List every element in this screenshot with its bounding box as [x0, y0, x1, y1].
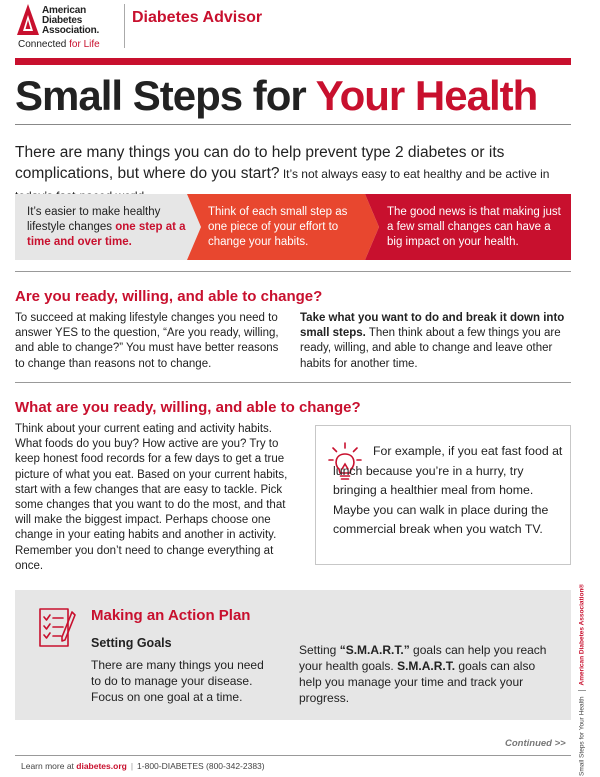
page-title: [15, 72, 537, 120]
section1-right-plain: Then think about a few things you are ready, willing, and able to change and leave other habits for another time.: [300, 327, 561, 370]
sidebar-title: Small Steps for Your Health: [578, 696, 586, 776]
logo-line-3: Association.: [42, 25, 100, 36]
tip-box: [315, 425, 571, 565]
footer-phone: 1-800-DIABETES (800-342-2383): [137, 761, 265, 771]
checklist-icon: [39, 606, 77, 648]
action-plan-title: Making an Action Plan: [91, 607, 251, 624]
ada-logo[interactable]: [16, 3, 132, 51]
smart-text-d: S.M.A.R.T.: [397, 659, 456, 673]
arrow-text-1-plain: It’s easier to make healthy lifestyle changes: [27, 206, 161, 233]
continued-label: Continued >>: [505, 738, 566, 749]
footer-learn: Learn more at: [21, 761, 77, 771]
footer: [21, 761, 265, 771]
logo-tagline-a: Connected: [18, 39, 70, 50]
brand-title: Diabetes Advisor: [132, 9, 263, 26]
smart-text-b: “S.M.A.R.T.”: [339, 643, 410, 657]
section-divider-2: [15, 382, 571, 383]
section2-heading: What are you ready, willing, and able to change?: [15, 399, 361, 416]
page-title-part2: Your Health: [315, 72, 538, 119]
title-divider: [15, 124, 571, 125]
footer-link[interactable]: diabetes.org: [76, 761, 127, 771]
steps-arrows: [15, 194, 571, 260]
logo-tagline: [18, 39, 100, 50]
section1-right-bold: Take what you want to do and break it down into small steps.: [300, 312, 565, 340]
section1-heading: Are you ready, willing, and able to change?: [15, 288, 323, 305]
sidebar-org: American Diabetes Association®: [578, 583, 586, 686]
arrow-text-3: The good news is that making just a few small changes can have a big impact on your health.: [387, 206, 561, 248]
action-plan-left-text: There are many things you need to do to manage your disease. Focus on one goal at a time.: [91, 658, 264, 704]
logo-line-1: American: [42, 5, 86, 16]
sidebar-divider: [578, 691, 586, 692]
section-divider-1: [15, 271, 571, 272]
action-plan-right-text: [299, 642, 549, 706]
vertical-sidebar-text: [578, 584, 586, 776]
intro-small: It’s not always easy to eat healthy and be active in: [282, 167, 550, 181]
header-divider: [124, 4, 125, 48]
arrow-text-1-bold: one step at a time and over time.: [27, 221, 186, 248]
page-title-part1: Small Steps for: [15, 72, 316, 119]
ada-logo-triangle-icon: [16, 3, 40, 37]
smart-text-e: goals can also help you manage your time and track your progress.: [299, 659, 536, 705]
arrow-text-2: Think of each small step as one piece of your effort to change your habits.: [208, 206, 348, 248]
smart-text-a: Setting: [299, 643, 340, 657]
arrow-text-1: [27, 205, 187, 250]
action-plan-box: [15, 590, 571, 720]
header-red-bar: [15, 58, 571, 65]
section2-body: Think about your current eating and activity habits. What foods do you buy? How active are you? Try to keep honest food records for a few days to get a true picture of what you eat. Based on your current habits, start with a few changes that are easy to tackle. Pick some changes that you want to do the most, and that will make the biggest impact. Perhaps choose one change in your eating habits and another in activity. Remember you don’t need to change everything at once.: [15, 423, 288, 572]
tip-text: For example, if you eat fast food at lunch because you’re in a hurry, try bringing a healthier meal from home. Maybe you can walk in place during the commercial break when you watch TV.: [333, 444, 563, 536]
logo-tagline-b: for Life: [69, 39, 100, 50]
footer-divider: [15, 755, 571, 756]
action-plan-subtitle: Setting Goals: [91, 636, 172, 650]
section1-left-text: To succeed at making lifestyle changes you need to answer YES to the question, “Are you ready, willing, and able to change?” You must have better reasons to change than reasons not to change.: [15, 312, 279, 370]
smart-text-c: goals can help you reach your health goals.: [299, 643, 547, 673]
intro-lead: There are many things you can do to help prevent type 2 diabetes or its complications, but where do you start?: [15, 144, 505, 182]
logo-line-2: Diabetes: [42, 15, 83, 26]
section1-right-text: [300, 311, 572, 372]
header: [0, 0, 600, 58]
footer-separator: |: [130, 761, 134, 771]
